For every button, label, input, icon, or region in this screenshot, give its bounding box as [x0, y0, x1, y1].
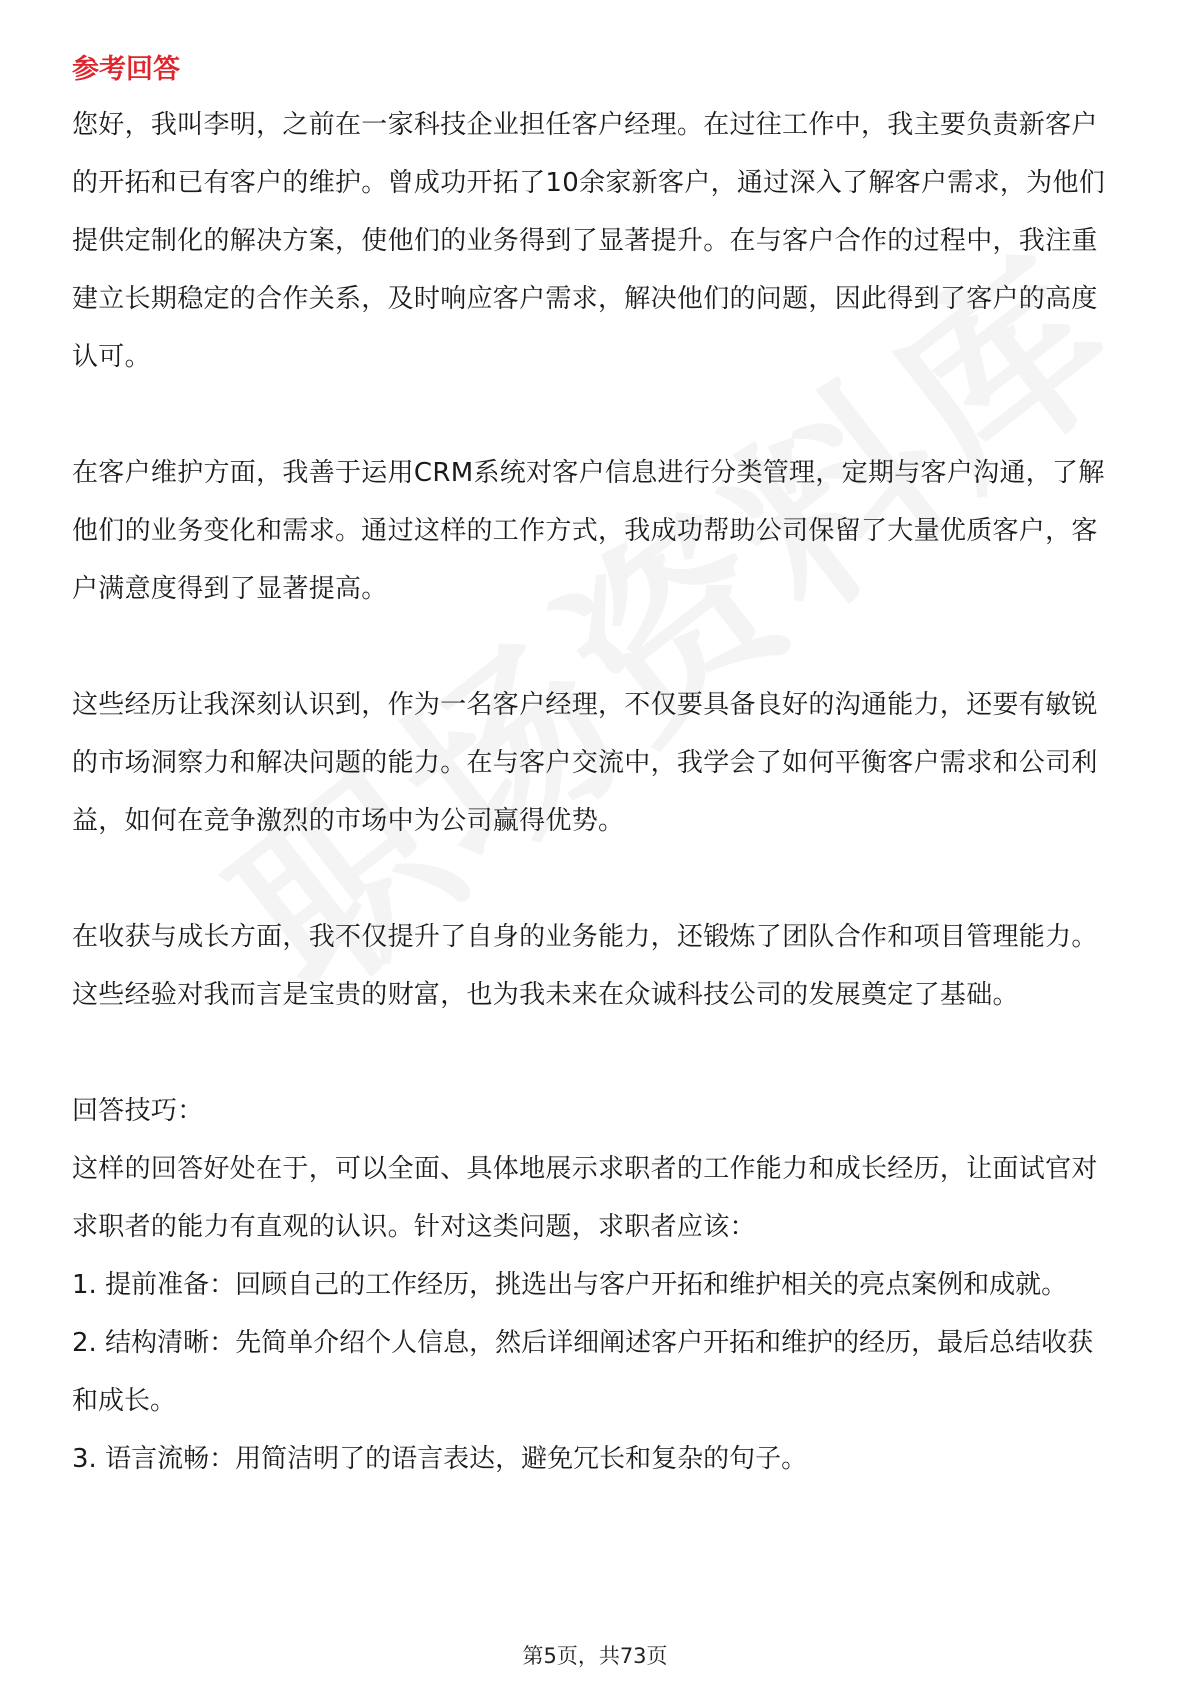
answer-paragraph-3: 这些经历让我深刻认识到，作为一名客户经理，不仅要具备良好的沟通能力，还要有敏锐的市场洞察力和解决问题的能力。在与客户交流中，我学会了如何平衡客户需求和公司利益，如何在竞争激烈的市场中为公司赢得优势。 [72, 690, 1098, 836]
answer-paragraph-2: 在客户维护方面，我善于运用CRM系统对客户信息进行分类管理，定期与客户沟通，了解他们的业务变化和需求。通过这样的工作方式，我成功帮助公司保留了大量优质客户，客户满意度得到了显著提高。 [72, 458, 1105, 604]
page-number: 第5页，共73页 [522, 1644, 668, 1668]
paragraph-spacer [72, 850, 1117, 908]
tips-intro: 这样的回答好处在于，可以全面、具体地展示求职者的工作能力和成长经历，让面试官对求职者的能力有直观的认识。针对这类问题，求职者应该： [72, 1154, 1098, 1242]
answer-paragraph-1: 您好，我叫李明，之前在一家科技企业担任客户经理。在过往工作中，我主要负责新客户的开拓和已有客户的维护。曾成功开拓了10余家新客户，通过深入了解客户需求，为他们提供定制化的解决方案，使他们的业务得到了显著提升。在与客户合作的过程中，我注重建立长期稳定的合作关系，及时响应客户需求，解决他们的问题，因此得到了客户的高度认可。 [72, 110, 1106, 372]
tips-list-item-3: 3. 语言流畅：用简洁明了的语言表达，避免冗长和复杂的句子。 [72, 1444, 808, 1474]
paragraph-spacer [72, 618, 1117, 676]
section-heading: 参考回答 [72, 54, 180, 85]
tips-list-item-2: 2. 结构清晰：先简单介绍个人信息，然后详细阐述客户开拓和维护的经历，最后总结收获和成长。 [72, 1328, 1094, 1416]
paragraph-spacer [72, 1024, 1117, 1082]
tips-list-item-1: 1. 提前准备：回顾自己的工作经历，挑选出与客户开拓和维护相关的亮点案例和成就。 [72, 1270, 1068, 1300]
tips-title: 回答技巧： [72, 1096, 204, 1126]
page-content [72, 50, 1117, 1488]
paragraph-spacer [72, 386, 1117, 444]
answer-paragraph-4: 在收获与成长方面，我不仅提升了自身的业务能力，还锻炼了团队合作和项目管理能力。这些经验对我而言是宝贵的财富，也为我未来在众诚科技公司的发展奠定了基础。 [72, 922, 1098, 1010]
